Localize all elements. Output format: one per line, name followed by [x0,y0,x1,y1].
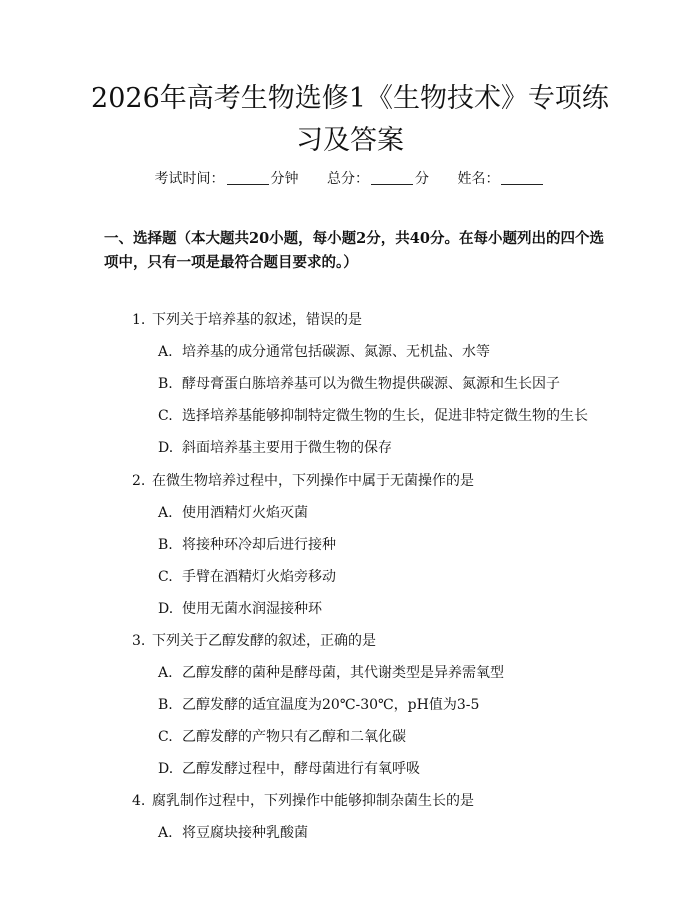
option-text: 使用无菌水润湿接种环 [182,601,322,617]
exam-time-field [155,168,299,188]
option-label: B. [158,537,173,553]
option-text: 培养基的成分通常包括碳源、氮源、无机盐、水等 [182,344,490,360]
option-1b [158,373,560,393]
option-text: 将接种环冷却后进行接种 [182,537,336,553]
exam-time-label: 考试时间： [154,171,225,187]
question-3 [132,630,376,650]
option-text: 乙醇发酵过程中，酵母菌进行有氧呼吸 [182,761,420,777]
question-stem: 在微生物培养过程中，下列操作中属于无菌操作的是 [152,473,474,489]
option-label: B. [158,697,173,713]
option-text: 乙醇发酵的菌种是酵母菌，其代谢类型是异养需氧型 [182,665,504,681]
option-1d [158,437,392,457]
question-4 [132,790,474,810]
option-3b [158,694,479,714]
option-3d [158,758,420,778]
exam-info-line [0,168,700,188]
option-3c [158,726,406,746]
option-label: B. [158,376,173,392]
question-number: 4. [132,793,146,809]
section-heading: 一、选择题（本大题共20小题，每小题2分，共40分。在每小题列出的四个选项中，只有一项是最符合题目要求的。） [104,230,604,271]
option-label: A. [158,344,173,360]
option-label: A. [158,505,173,521]
option-label: D. [158,761,174,777]
option-2b [158,534,336,554]
option-2a [158,502,308,522]
option-4a [158,822,308,842]
question-stem: 腐乳制作过程中，下列操作中能够抑制杂菌生长的是 [152,793,474,809]
question-2 [132,470,474,490]
total-score-field [327,168,429,188]
option-3a [158,662,504,682]
name-label: 姓名： [457,171,500,187]
option-text: 斜面培养基主要用于微生物的保存 [182,440,392,456]
name-field [457,168,545,188]
exam-time-unit: 分钟 [270,171,299,187]
option-label: A. [158,825,173,841]
question-number: 3. [132,633,146,649]
option-label: D. [158,440,174,456]
option-label: A. [158,665,173,681]
option-1a [158,341,490,361]
name-blank [501,170,543,185]
option-text: 使用酒精灯火焰灭菌 [182,505,308,521]
option-text: 乙醇发酵的适宜温度为20℃-30℃，pH值为3-5 [182,697,480,713]
total-score-blank [371,170,413,185]
option-text: 选择培养基能够抑制特定微生物的生长，促进非特定微生物的生长 [182,408,588,424]
question-number: 2. [132,473,146,489]
question-number: 1. [132,312,146,328]
option-2d [158,598,322,618]
option-1c [158,405,588,425]
question-1 [132,309,362,329]
total-score-label: 总分： [327,171,369,187]
option-label: C. [158,569,173,585]
total-score-unit: 分 [415,171,429,187]
option-label: C. [158,729,173,745]
question-stem: 下列关于培养基的叙述，错误的是 [152,312,362,328]
question-stem: 下列关于乙醇发酵的叙述，正确的是 [152,633,376,649]
option-text: 乙醇发酵的产物只有乙醇和二氧化碳 [182,729,406,745]
page-title: 2026年高考生物选修1《生物技术》专项练习及答案 [91,83,609,156]
option-text: 手臂在酒精灯火焰旁移动 [182,569,336,585]
option-label: D. [158,601,174,617]
exam-time-blank [227,170,269,185]
option-2c [158,566,336,586]
option-label: C. [158,408,173,424]
option-text: 将豆腐块接种乳酸菌 [182,825,308,841]
option-text: 酵母膏蛋白胨培养基可以为微生物提供碳源、氮源和生长因子 [182,376,560,392]
